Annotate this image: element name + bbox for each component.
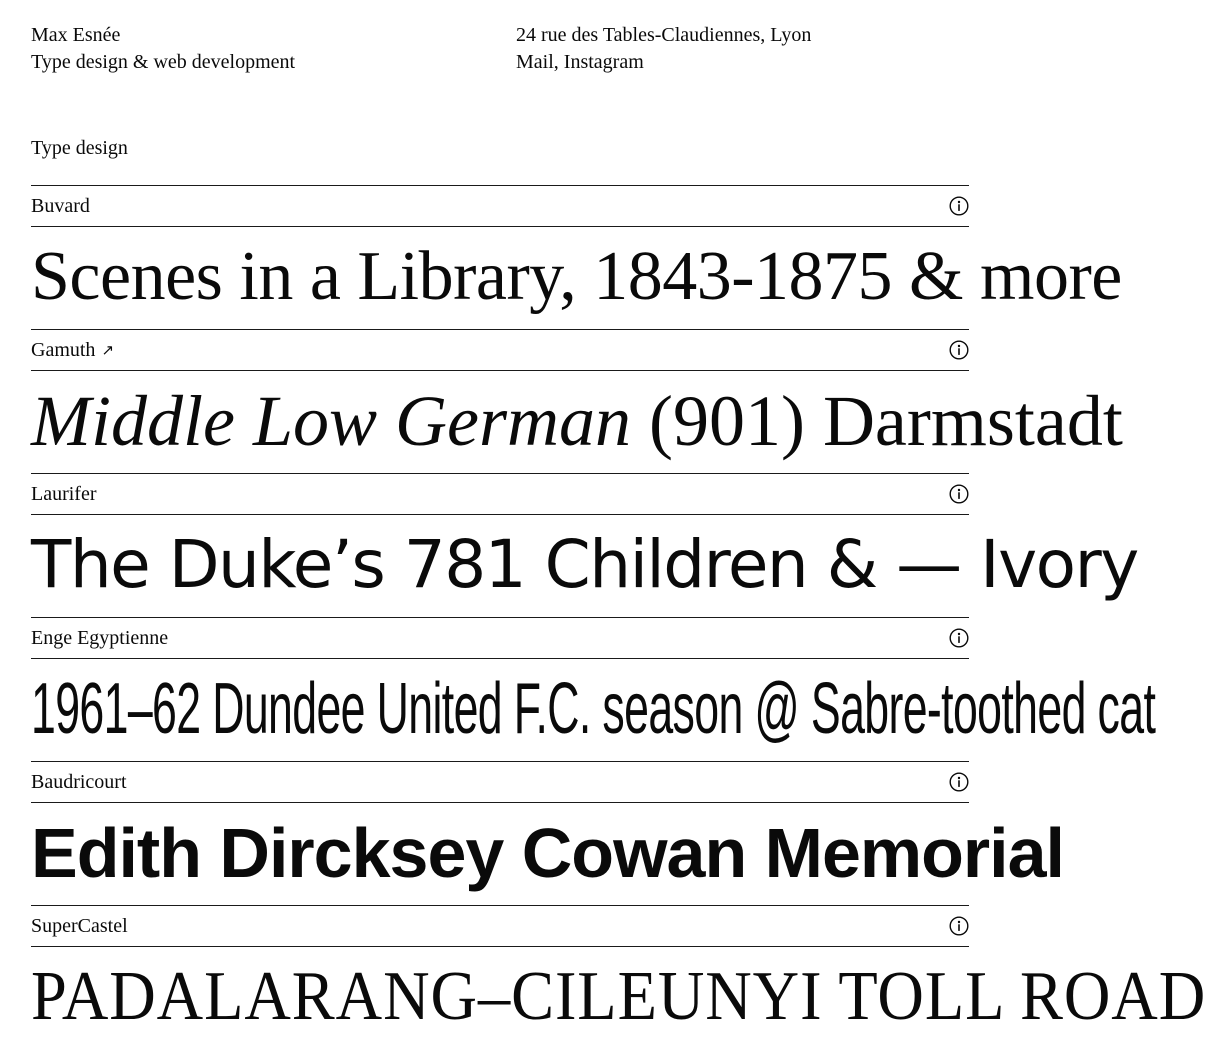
specimen-text[interactable]: [31, 371, 1123, 473]
typeface-header: [31, 330, 969, 371]
typeface-header: [31, 618, 969, 659]
info-icon[interactable]: [949, 340, 969, 360]
typeface-row-gamuth: [31, 329, 1123, 473]
info-icon[interactable]: [949, 916, 969, 936]
contact-links: [516, 49, 811, 76]
typeface-name-link[interactable]: Laurifer: [31, 483, 97, 505]
mail-link[interactable]: Mail: [516, 51, 554, 73]
typeface-row-buvard: [31, 185, 1122, 329]
typeface-row-laurifer: [31, 473, 1138, 617]
header-contact: [516, 22, 811, 76]
typeface-name-link[interactable]: Enge Egyptienne: [31, 627, 169, 649]
typeface-name-link[interactable]: SuperCastel: [31, 915, 128, 937]
typeface-row-supercastel: [31, 905, 1206, 1049]
section-title: Type design: [31, 137, 128, 159]
contact-address: 24 rue des Tables-Claudiennes, Lyon: [516, 24, 812, 46]
site-owner-name: Max Esnée: [31, 24, 121, 46]
specimen-line: PADALARANG–CILEUNYI TOLL ROAD: [31, 958, 1206, 1035]
typeface-name-link[interactable]: [31, 337, 114, 363]
specimen-text[interactable]: [31, 227, 1122, 329]
typeface-header: [31, 186, 969, 227]
typeface-header: [31, 906, 969, 947]
header-identity: [31, 22, 295, 76]
typeface-list: [31, 185, 1206, 1035]
typeface-row-baudricourt: [31, 761, 1064, 905]
info-icon[interactable]: [949, 628, 969, 648]
site-header: [31, 22, 969, 82]
specimen-line: The Duke’s 781 Children & — Ivory: [31, 526, 1138, 603]
typeface-name-label: Gamuth: [31, 339, 96, 361]
typeface-name-link[interactable]: Baudricourt: [31, 771, 127, 793]
typeface-header: [31, 762, 969, 803]
specimen-text[interactable]: [31, 947, 1206, 1049]
links-separator: ,: [553, 51, 564, 73]
specimen-line: 1961–62 Dundee United F.C. season @ Sabre-toothed cat: [31, 669, 1156, 749]
info-icon[interactable]: [949, 772, 969, 792]
specimen-text[interactable]: [31, 515, 1138, 617]
specimen-line: Scenes in a Library, 1843-1875 & more: [31, 238, 1122, 315]
specimen-text[interactable]: [31, 803, 1064, 905]
site-owner-role: Type design & web development: [31, 51, 296, 73]
instagram-link[interactable]: Instagram: [563, 51, 644, 73]
specimen-line: Edith Dircksey Cowan Memorial: [31, 814, 1064, 892]
typeface-header: [31, 474, 969, 515]
specimen-text[interactable]: [31, 659, 1156, 761]
specimen-line: [31, 371, 1123, 471]
typeface-row-enge-egyptienne: [31, 617, 1156, 761]
typeface-name-link[interactable]: Buvard: [31, 195, 90, 217]
info-icon[interactable]: [949, 484, 969, 504]
specimen-italic: Middle Low German: [31, 381, 631, 461]
specimen-roman: (901) Darmstadt: [630, 381, 1123, 461]
info-icon[interactable]: [949, 196, 969, 216]
arrow-up-right-icon: ↗: [101, 341, 115, 359]
